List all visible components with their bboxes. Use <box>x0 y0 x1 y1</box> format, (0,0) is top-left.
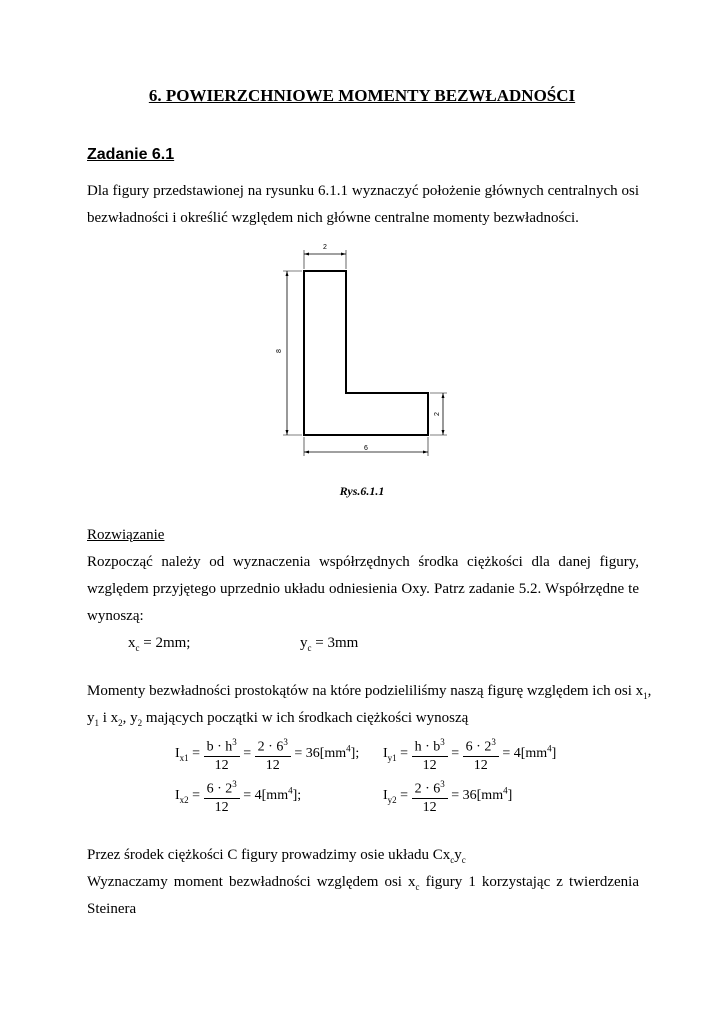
centroid-y: $y_c = 3mm$ <box>300 635 359 653</box>
centroid-x: $x_c = 2mm$; <box>128 635 191 653</box>
moments-intro-line2: $y_1$ i $x_2$, $y_2$ mających początki w ich środkach ciężkości wynoszą <box>87 710 469 728</box>
figure-caption: Rys.6.1.1 <box>339 484 385 498</box>
formula-iy1: $I_{y1}$ = $\frac{h \cdot b^3}{12}$ = $\frac{6 \cdot 2^3}{12}$ = $4[mm^4]$ <box>383 734 556 774</box>
steiner-line: Wyznaczamy moment bezwładności względem osi $x_c$ figury 1 korzystając z twierdzenia <box>87 874 640 892</box>
moments-intro-line1: Momenty bezwładności prostokątów na które podzieliliśmy naszą figurę względem ich osi $x_1$, <box>87 683 652 701</box>
l-shape-outline <box>304 271 428 435</box>
page-title: 6. POWIERZCHNIOWE MOMENTY BEZWŁADNOŚCI <box>148 86 576 105</box>
dim-top-label: 2 <box>323 244 327 251</box>
formula-ix1: $I_{x1}$ = $\frac{b \cdot h^3}{12}$ = $\frac{2 \cdot 6^3}{12}$ = $36[mm^4]$; <box>175 734 359 774</box>
formula-ix2: $I_{x2}$ = $\frac{6 \cdot 2^3}{12}$ = $4[mm^4]$; <box>175 776 301 816</box>
task-heading: Zadanie 6.1 <box>87 146 175 163</box>
formula-iy2: $I_{y2}$ = $\frac{2 \cdot 6^3}{12}$ = $36[mm^4]$ <box>383 776 512 816</box>
centroid-axes-line: Przez środek ciężkości C figury prowadzimy osie układu $Cx_cy_c$ <box>87 847 466 865</box>
l-shape-figure <box>270 238 450 458</box>
solution-text: Rozpocząć należy od wyznaczenia współrzędnych środka ciężkości dla danej figury, względem przyjętego uprzednio układu odniesienia Oxy. Patrz zadanie 5.2. Współrzędne te wynoszą: <box>87 554 639 624</box>
dim-bottom-label: 6 <box>364 445 368 452</box>
solution-heading: Rozwiązanie <box>87 527 165 543</box>
steiner-line2: Steinera <box>87 901 137 917</box>
task-text: Dla figury przedstawionej na rysunku 6.1.1 wyznaczyć położenie głównych centralnych osi bezwładności i określić względem nich główne centralne momenty bezwładności. <box>87 183 639 226</box>
dim-left-label: 8 <box>276 349 283 353</box>
dim-right-label: 2 <box>434 412 441 416</box>
